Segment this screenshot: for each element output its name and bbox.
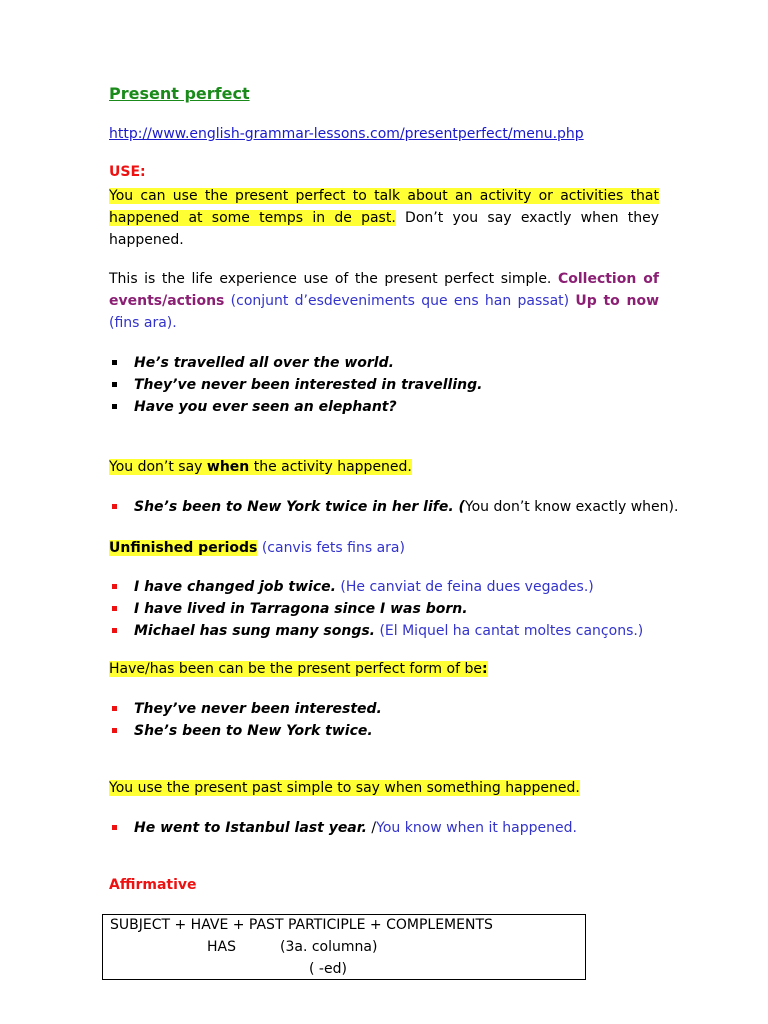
bullet-square-icon — [112, 404, 117, 409]
collection-label: Collection of events/actions — [109, 271, 660, 309]
list-item: They’ve never been interested. — [109, 698, 669, 720]
use-paragraph — [109, 185, 659, 251]
use-paragraph-rest: Don’t you say exactly when they happened. — [109, 210, 659, 248]
bullet-square-icon — [112, 360, 117, 365]
unfinished-periods-examples — [109, 576, 669, 642]
list-item: I have changed job twice. (He canviat de feina dues vegades.) — [109, 576, 669, 598]
life-experience-paragraph — [109, 268, 659, 334]
have-has-been-rule: Have/has been can be the present perfect form of be: — [109, 661, 488, 677]
fins-ara-note: (fins ara). — [109, 315, 177, 331]
past-simple-rule: You use the present past simple to say when something happened. — [109, 780, 580, 796]
bullet-square-icon — [112, 728, 117, 733]
lesson-link[interactable]: http://www.english-grammar-lessons.com/presentperfect/menu.php — [109, 126, 584, 142]
life-experience-intro: This is the life experience use of the present perfect simple. — [109, 271, 558, 287]
bullet-square-icon — [112, 504, 117, 509]
have-has-been-examples — [109, 698, 669, 742]
istanbul-example — [109, 817, 669, 839]
formula-has: HAS — [207, 939, 236, 955]
list-item: I have lived in Tarragona since I was born. — [109, 598, 669, 620]
list-item: They’ve never been interested in travelling. — [109, 374, 669, 396]
bullet-square-icon — [112, 382, 117, 387]
life-experience-examples — [109, 352, 669, 418]
formula-columna: (3a. columna) — [280, 939, 378, 955]
bullet-square-icon — [112, 606, 117, 611]
list-item: He went to Istanbul last year. /You know when it happened. — [109, 817, 669, 839]
list-item: Have you ever seen an elephant? — [109, 396, 669, 418]
affirmative-heading: Affirmative — [109, 877, 197, 893]
formula-ed: ( -ed) — [309, 961, 347, 977]
unfinished-periods-heading — [109, 537, 405, 559]
up-to-now-label: Up to now — [575, 293, 659, 309]
page-title: Present perfect — [109, 84, 250, 103]
formula-line: SUBJECT + HAVE + PAST PARTICIPLE + COMPLEMENTS — [110, 917, 493, 933]
unfinished-periods-label: Unfinished periods — [109, 540, 258, 556]
bullet-square-icon — [112, 706, 117, 711]
when-keyword: when — [206, 459, 250, 475]
list-item: He’s travelled all over the world. — [109, 352, 669, 374]
bullet-square-icon — [112, 584, 117, 589]
new-york-example — [109, 496, 679, 518]
list-item: Michael has sung many songs. (El Miquel ha cantat moltes cançons.) — [109, 620, 669, 642]
bullet-square-icon — [112, 825, 117, 830]
use-label: USE: — [109, 164, 146, 180]
list-item: She’s been to New York twice in her life. (You don’t know exactly when). — [109, 496, 669, 518]
bullet-square-icon — [112, 628, 117, 633]
conjunt-note: (conjunt d’esdeveniments que ens han passat) — [224, 293, 576, 309]
use-paragraph-highlight: You can use the present perfect to talk about an activity or activities that happened at some temps in de past. — [109, 188, 659, 226]
when-rule: You don’t say when the activity happened. — [109, 459, 412, 475]
affirmative-formula-box — [102, 914, 586, 980]
list-item: She’s been to New York twice. — [109, 720, 669, 742]
unfinished-periods-note: (canvis fets fins ara) — [257, 540, 405, 556]
